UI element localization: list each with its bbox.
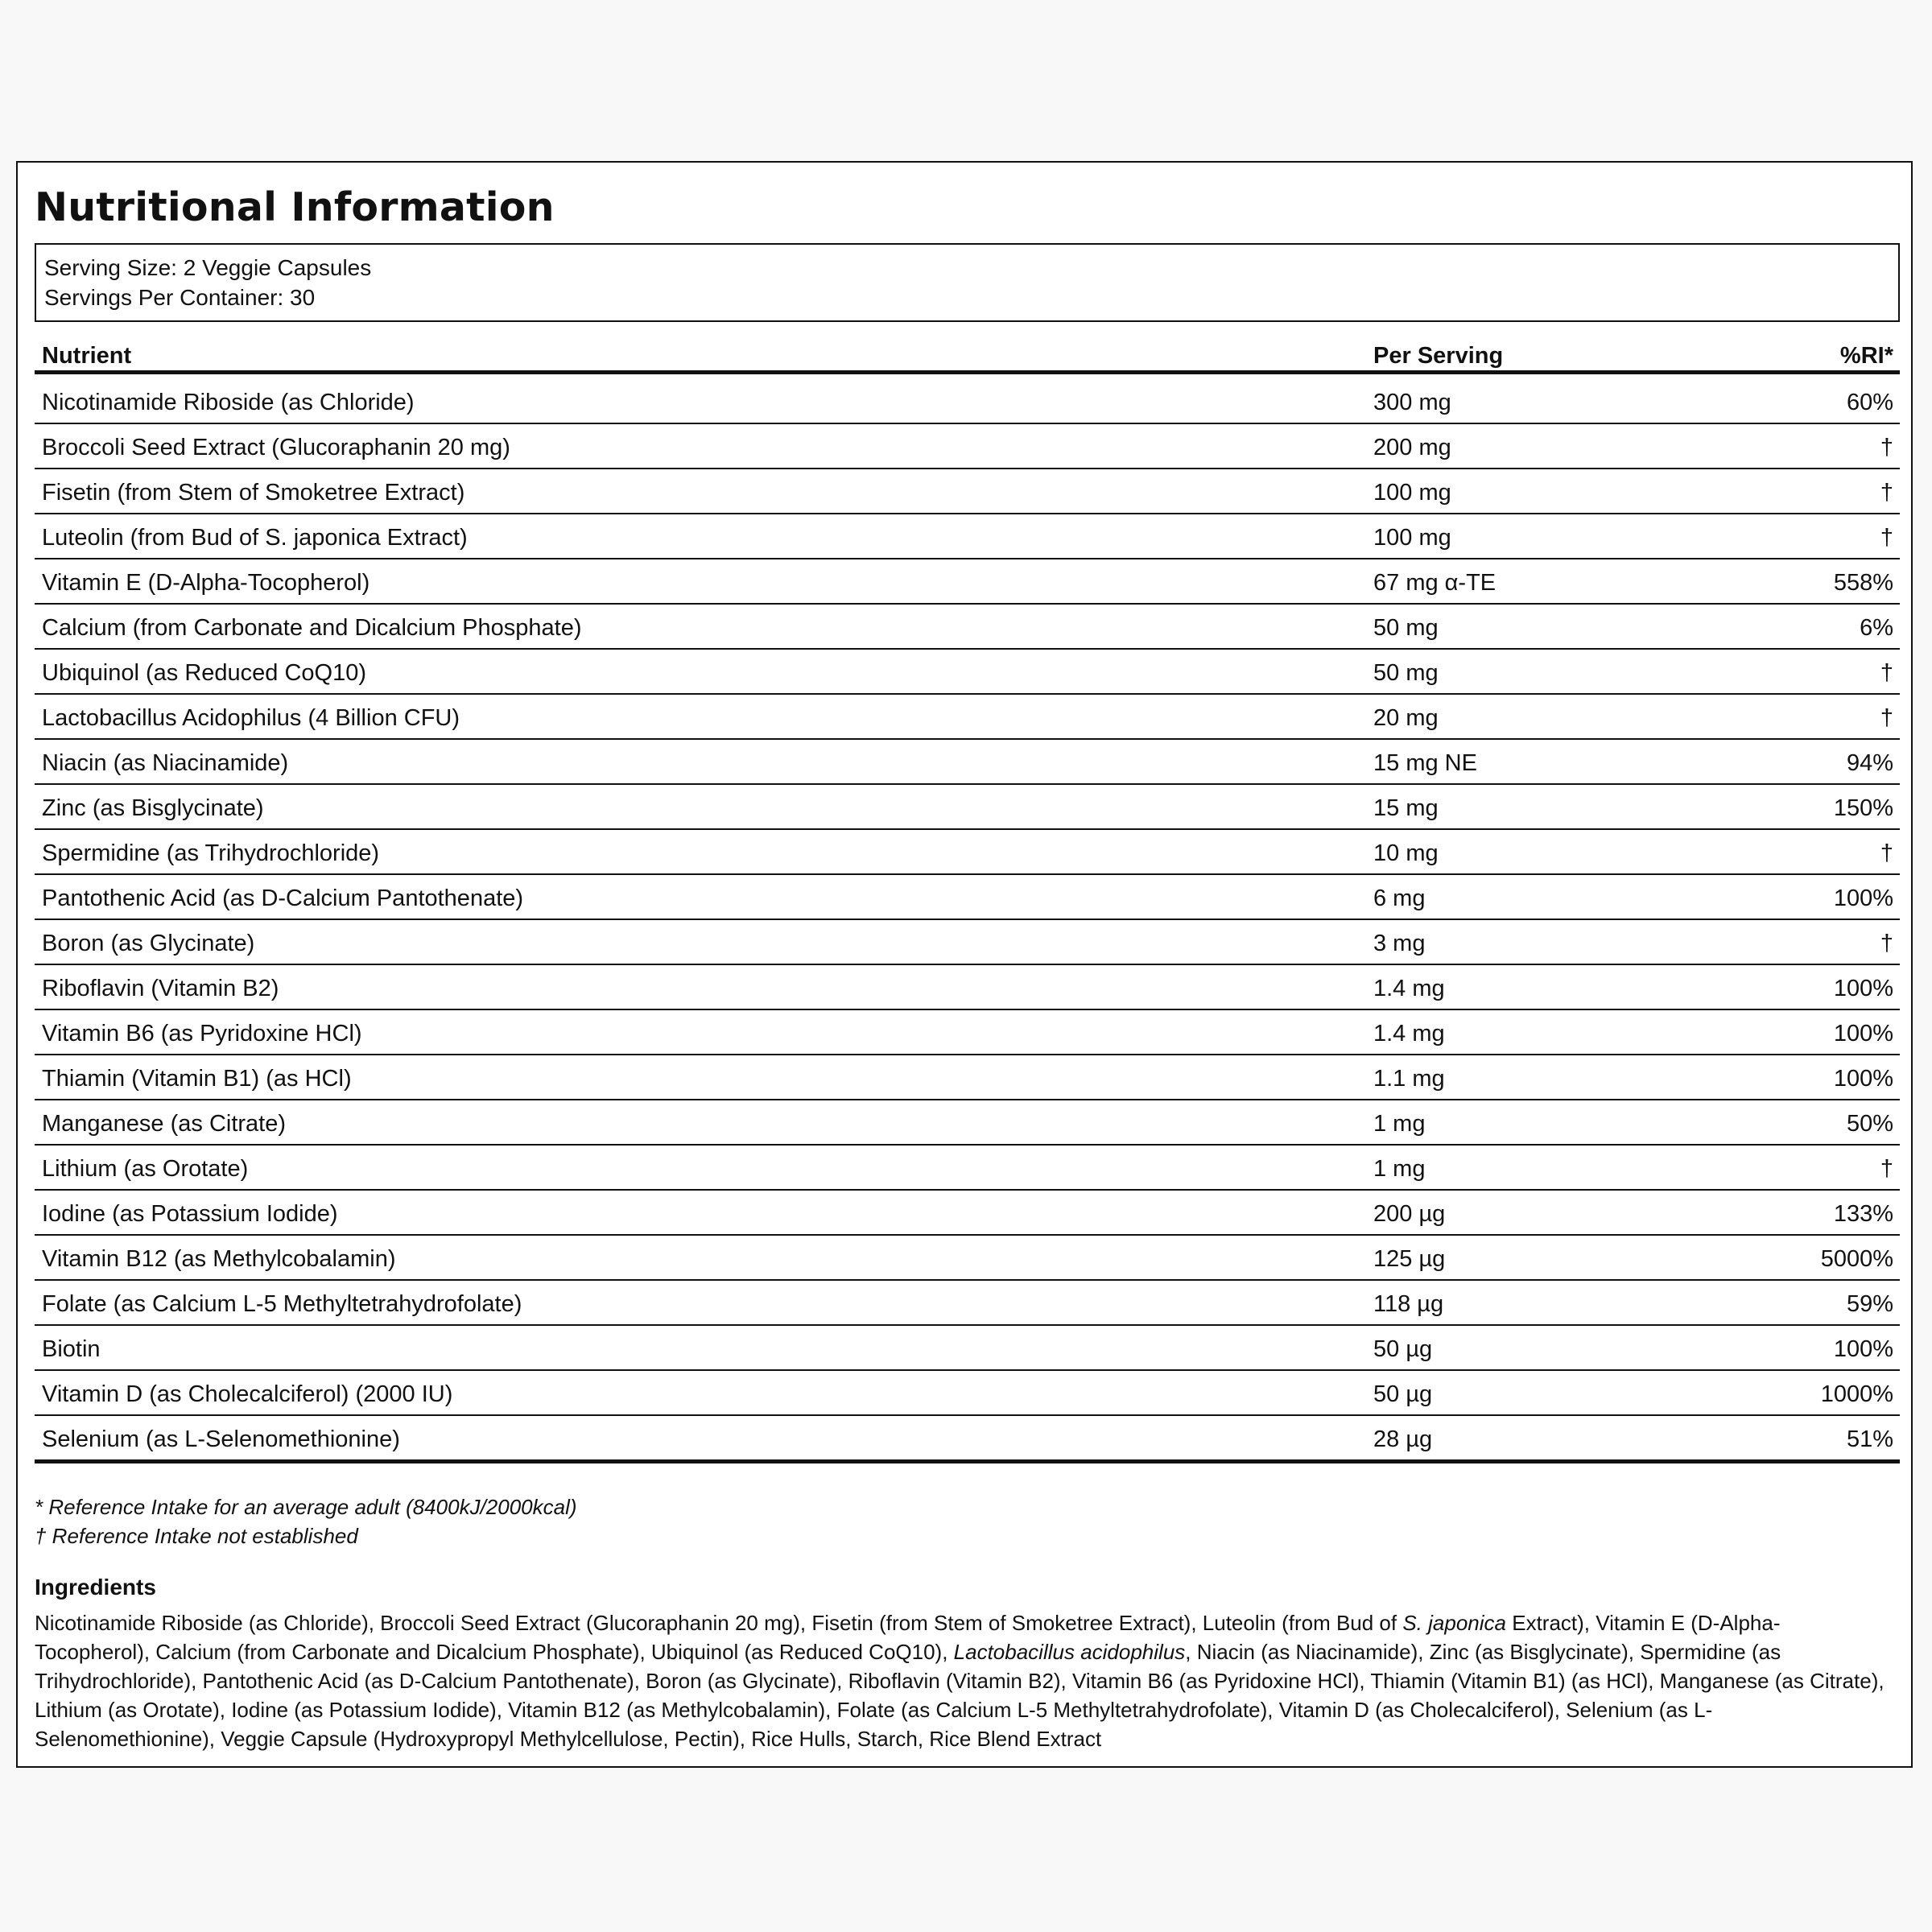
nutrient-amount: 1 mg (1373, 1111, 1426, 1137)
nutrient-name: Vitamin B12 (as Methylcobalamin) (42, 1246, 396, 1272)
ingredients-heading: Ingredients (35, 1575, 156, 1600)
nutrient-name: Lactobacillus Acidophilus (4 Billion CFU) (42, 705, 460, 731)
nutrient-ri: 150% (1833, 795, 1893, 821)
nutrient-ri: 100% (1833, 1066, 1893, 1092)
table-row (35, 695, 1900, 740)
nutrient-ri: 558% (1833, 570, 1893, 596)
nutrient-amount: 3 mg (1373, 931, 1426, 956)
header-per-serving: Per Serving (1373, 343, 1504, 369)
table-row (35, 1010, 1900, 1055)
table-row (35, 965, 1900, 1010)
nutrient-name: Iodine (as Potassium Iodide) (42, 1201, 338, 1227)
table-row (35, 1055, 1900, 1100)
nutrient-ri: 59% (1846, 1291, 1893, 1317)
nutrient-name: Riboflavin (Vitamin B2) (42, 976, 279, 1001)
nutrient-amount: 1.1 mg (1373, 1066, 1445, 1092)
nutrient-name: Vitamin D (as Cholecalciferol) (2000 IU) (42, 1381, 453, 1407)
nutrient-ri: † (1880, 931, 1893, 956)
nutrient-amount: 200 µg (1373, 1201, 1446, 1227)
nutrient-amount: 1.4 mg (1373, 1021, 1445, 1046)
nutrient-amount: 100 mg (1373, 480, 1451, 506)
nutrient-ri: 51% (1846, 1426, 1893, 1452)
nutrition-panel (16, 161, 1913, 1768)
table-row (35, 605, 1900, 650)
ingredients-italic-probiotic: Lactobacillus acidophilus (953, 1640, 1186, 1664)
nutrient-name: Nicotinamide Riboside (as Chloride) (42, 390, 415, 415)
table-row (35, 424, 1900, 469)
nutrient-name: Luteolin (from Bud of S. japonica Extract) (42, 525, 468, 551)
nutrient-amount: 67 mg α-TE (1373, 570, 1496, 596)
nutrient-name: Vitamin E (D-Alpha-Tocopherol) (42, 570, 370, 596)
nutrient-ri: † (1880, 525, 1893, 551)
servings-per-container: Servings Per Container: 30 (44, 285, 316, 310)
nutrient-amount: 50 mg (1373, 615, 1439, 641)
nutrient-ri: † (1880, 840, 1893, 866)
ingredients-text-part: Extract), Vitamin E (D-Alpha-Tocopherol), Calcium (from Carbonate and Dicalcium Phosphate), Ubiquinol (as Reduced CoQ10), (35, 1611, 1781, 1664)
nutrient-ri: 100% (1833, 1336, 1893, 1362)
nutrient-ri: 5000% (1820, 1246, 1893, 1272)
table-row (35, 1416, 1900, 1463)
nutrient-amount: 20 mg (1373, 705, 1439, 731)
nutrient-ri: † (1880, 705, 1893, 731)
serving-size: Serving Size: 2 Veggie Capsules (44, 255, 372, 280)
nutrient-amount: 300 mg (1373, 390, 1451, 415)
table-row (35, 559, 1900, 605)
table-row (35, 1191, 1900, 1236)
nutrient-name: Broccoli Seed Extract (Glucoraphanin 20 mg) (42, 435, 510, 460)
table-body (35, 379, 1900, 1463)
nutrient-name: Fisetin (from Stem of Smoketree Extract) (42, 480, 465, 506)
nutrient-table (35, 335, 1900, 1463)
nutrient-amount: 15 mg NE (1373, 750, 1477, 776)
serving-info-box (35, 243, 1900, 322)
nutrient-ri: 100% (1833, 1021, 1893, 1046)
table-row (35, 514, 1900, 559)
panel-title: Nutritional Information (35, 184, 555, 230)
nutrient-name: Zinc (as Bisglycinate) (42, 795, 264, 821)
nutrient-ri: 100% (1833, 976, 1893, 1001)
table-row (35, 785, 1900, 830)
nutrient-name: Manganese (as Citrate) (42, 1111, 287, 1137)
nutrient-name: Boron (as Glycinate) (42, 931, 255, 956)
nutrient-ri: † (1880, 1156, 1893, 1182)
header-ri: %RI* (1839, 343, 1893, 369)
table-header-row (35, 335, 1900, 374)
nutrient-name: Thiamin (Vitamin B1) (as HCl) (42, 1066, 352, 1092)
nutrient-name: Vitamin B6 (as Pyridoxine HCl) (42, 1021, 362, 1046)
nutrient-amount: 200 mg (1373, 435, 1451, 460)
table-row (35, 920, 1900, 965)
nutrient-ri: 94% (1846, 750, 1893, 776)
nutrient-amount: 50 mg (1373, 660, 1439, 686)
nutrient-amount: 15 mg (1373, 795, 1439, 821)
footnotes (35, 1492, 577, 1550)
nutrient-ri: 1000% (1820, 1381, 1893, 1407)
footnote-reference-intake: * Reference Intake for an average adult (8400kJ/2000kcal) (35, 1495, 577, 1519)
nutrient-name: Spermidine (as Trihydrochloride) (42, 840, 380, 866)
nutrient-amount: 10 mg (1373, 840, 1439, 866)
header-nutrient: Nutrient (42, 343, 132, 369)
nutrient-ri: † (1880, 660, 1893, 686)
nutrient-name: Folate (as Calcium L-5 Methyltetrahydrofolate) (42, 1291, 522, 1317)
nutrient-ri: 60% (1846, 390, 1893, 415)
table-row (35, 740, 1900, 785)
nutrient-name: Niacin (as Niacinamide) (42, 750, 289, 776)
nutrient-ri: 100% (1833, 886, 1893, 911)
nutrient-amount: 100 mg (1373, 525, 1451, 551)
table-row (35, 1326, 1900, 1371)
nutrient-name: Biotin (42, 1336, 101, 1362)
nutrient-amount: 1.4 mg (1373, 976, 1445, 1001)
ingredients-text-part: Nicotinamide Riboside (as Chloride), Broccoli Seed Extract (Glucoraphanin 20 mg), Fisetin (from Stem of Smoketree Extract), Luteolin (from Bud of (35, 1611, 1403, 1635)
nutrient-amount: 6 mg (1373, 886, 1426, 911)
nutrient-amount: 118 µg (1373, 1291, 1444, 1317)
nutrient-ri: 133% (1833, 1201, 1893, 1227)
table-row (35, 830, 1900, 875)
nutrient-amount: 50 µg (1373, 1336, 1433, 1362)
nutrient-amount: 125 µg (1373, 1246, 1446, 1272)
table-row (35, 650, 1900, 695)
nutrient-amount: 1 mg (1373, 1156, 1426, 1182)
nutrient-name: Pantothenic Acid (as D-Calcium Pantothenate) (42, 886, 524, 911)
table-row (35, 469, 1900, 514)
ingredients-italic-species: S. japonica (1402, 1611, 1506, 1635)
nutrient-ri: † (1880, 480, 1893, 506)
nutrient-name: Calcium (from Carbonate and Dicalcium Phosphate) (42, 615, 582, 641)
nutrient-name: Ubiquinol (as Reduced CoQ10) (42, 660, 366, 686)
nutrient-name: Selenium (as L-Selenomethionine) (42, 1426, 400, 1452)
nutrient-ri: 6% (1860, 615, 1893, 641)
ingredients-text-part: , Niacin (as Niacinamide), Zinc (as Bisglycinate), Spermidine (as Trihydrochloride), Pantothenic Acid (as D-Calcium Pantothenate), Boron (as Glycinate), Riboflavin (Vitamin B2), Vitamin B6 (as Pyridoxine HCl), Thiamin (Vitamin B1) (as HCl), Manganese (as Citrate), Lithium (as Orotate), Iodine (as Potassium Iodide), Vitamin B12 (as Methylcobalamin), Folate (as Calcium L-5 Methyltetrahydrofolate), Vitamin D (as Cholecalciferol), Selenium (as L-Selenomethionine), Veggie Capsule (Hydroxypropyl Methylcellulose, Pectin), Rice Hulls, Starch, Rice Blend Extract (35, 1640, 1885, 1751)
nutrient-name: Lithium (as Orotate) (42, 1156, 249, 1182)
footnote-not-established: † Reference Intake not established (35, 1524, 358, 1548)
table-row (35, 875, 1900, 920)
nutrient-amount: 28 µg (1373, 1426, 1433, 1452)
table-row (35, 1236, 1900, 1281)
ingredients-text (35, 1608, 1886, 1753)
table-row (35, 1146, 1900, 1191)
nutrient-amount: 50 µg (1373, 1381, 1433, 1407)
table-row (35, 1100, 1900, 1146)
table-row (35, 1371, 1900, 1416)
table-row (35, 1281, 1900, 1326)
nutrient-ri: † (1880, 435, 1893, 460)
table-row (35, 379, 1900, 424)
nutrient-ri: 50% (1846, 1111, 1893, 1137)
